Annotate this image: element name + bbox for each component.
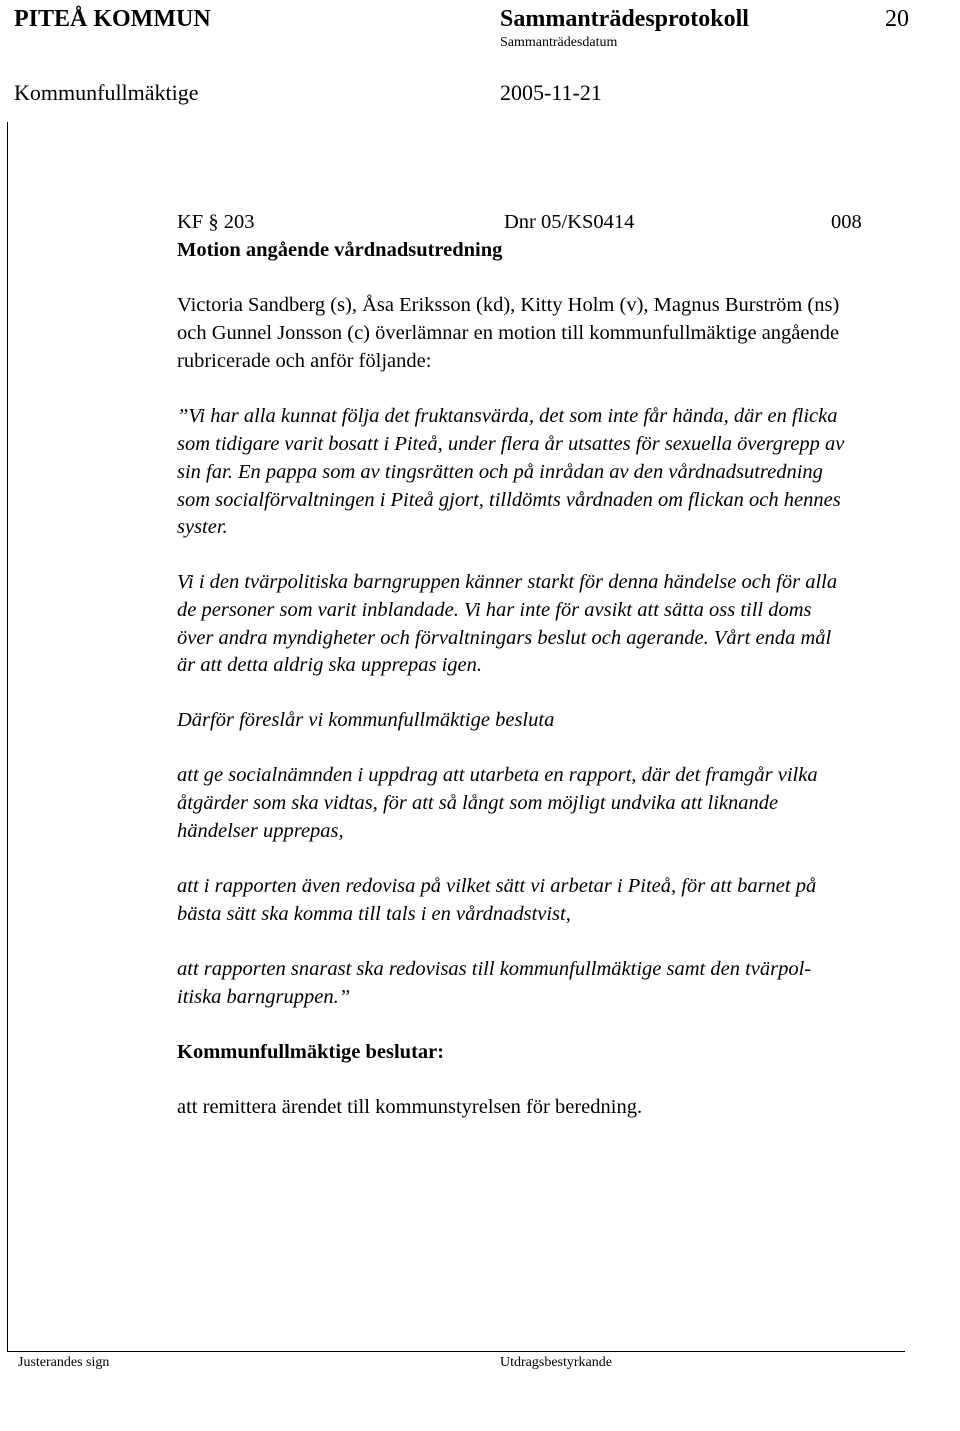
text-line: och Gunnel Jonsson (c) överlämnar en motion till kommunfullmäktige angående [177,322,840,344]
extract-label: Utdragsbestyrkande [500,1355,612,1370]
decision-heading: Kommunfullmäktige beslutar: [177,1041,445,1063]
text-line: som tidigare varit bosatt i Piteå, under flera år utsattes för sexuella övergrepp av [177,433,845,455]
footer-rule [7,1351,905,1352]
organization-name: PITEÅ KOMMUN [14,6,211,32]
text-line: itiska barngruppen.” [177,986,351,1008]
text-line: att i rapporten även redovisa på vilket sätt vi arbetar i Piteå, för att barnet på [177,875,817,897]
text-line: Vi i den tvärpolitiska barngruppen känner starkt för denna händelse och för alla [177,571,838,593]
text-line: att ge socialnämnden i uppdrag att utarbeta en rapport, där det framgår vilka [177,764,818,786]
text-line: Victoria Sandberg (s), Åsa Eriksson (kd), Kitty Holm (v), Magnus Burström (ns) [177,294,840,316]
document-type: Sammanträdesprotokoll [500,6,749,32]
left-margin-rule [7,122,8,1352]
page-number: 20 [885,6,909,32]
text-line: ”Vi har alla kunnat följa det fruktansvärda, det som inte får hända, där en flicka [177,405,838,427]
date-label: Sammanträdesdatum [500,35,618,50]
item-code: 008 [831,211,862,233]
decision-text: att remittera ärendet till kommunstyrelsen för beredning. [177,1096,643,1118]
meeting-body: Kommunfullmäktige [14,80,199,105]
item-dnr: Dnr 05/KS0414 [504,211,635,233]
item-title: Motion angående vårdnadsutredning [177,239,503,261]
text-line: sin far. En pappa som av tingsrätten och på inrådan av den vårdnadsutredning [177,461,823,483]
text-line: syster. [177,516,228,538]
text-line: åtgärder som ska vidtas, för att så långt som möjligt undvika att liknande [177,792,779,814]
text-line: att rapporten snarast ska redovisas till kommunfullmäktige samt den tvärpol- [177,958,812,980]
proposal-intro: Därför föreslår vi kommunfullmäktige besluta [177,709,555,731]
meeting-date: 2005-11-21 [500,80,602,105]
text-line: över andra myndigheter och förvaltningars beslut och agerande. Vårt enda mål [177,627,832,649]
text-line: händelser upprepas, [177,820,344,842]
text-line: är att detta aldrig ska upprepas igen. [177,654,483,676]
text-line: bästa sätt ska komma till tals i en vårdnadstvist, [177,903,571,925]
text-line: de personer som varit inblandade. Vi har inte för avsikt att sätta oss till doms [177,599,812,621]
text-line: som socialförvaltningen i Piteå gjort, tilldömts vårdnaden om flickan och hennes [177,489,841,511]
text-line: rubricerade och anför följande: [177,350,432,372]
item-number: KF § 203 [177,211,255,233]
signature-label: Justerandes sign [18,1355,110,1370]
